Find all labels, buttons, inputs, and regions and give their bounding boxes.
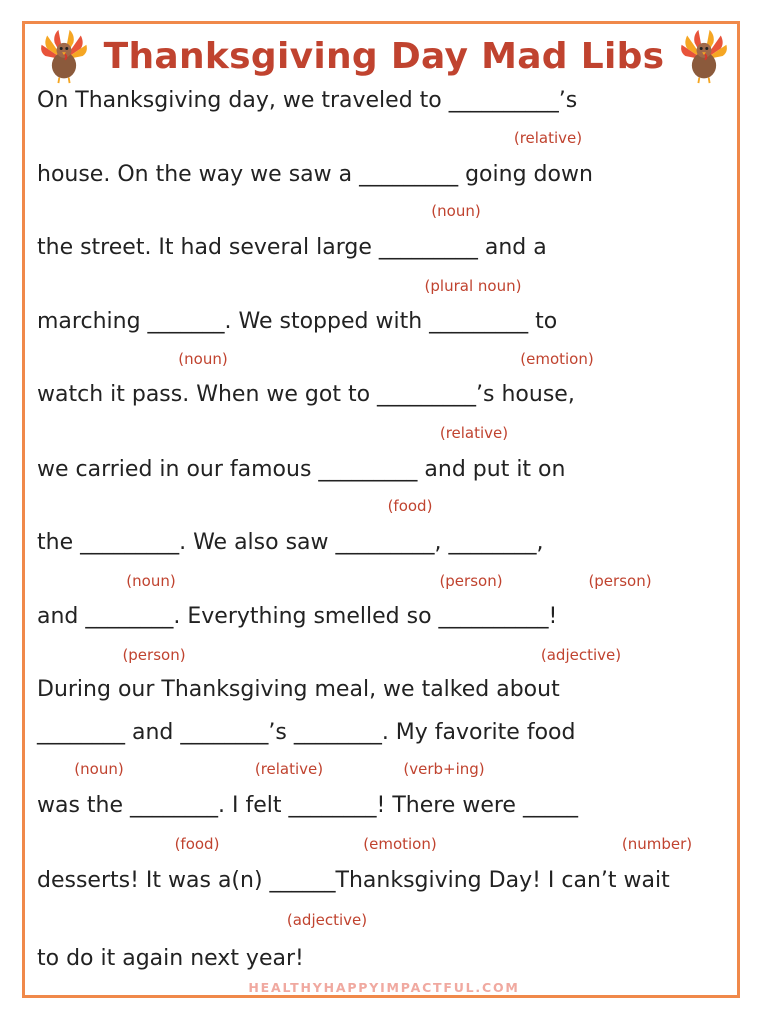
turkey-icon (676, 28, 732, 84)
hint-person: (person) (439, 572, 503, 590)
hint-emotion: (emotion) (363, 835, 437, 853)
hint-noun: (noun) (74, 760, 124, 778)
hint-number: (number) (621, 835, 693, 853)
hint-person: (person) (588, 572, 652, 590)
hint-adjective: (adjective) (540, 646, 622, 664)
hint-verb-ing: (verb+ing) (403, 760, 485, 778)
hint-relative: (relative) (439, 424, 509, 442)
hint-food: (food) (387, 497, 433, 515)
hint-person: (person) (122, 646, 186, 664)
story-line: During our Thanksgiving meal, we talked about (37, 677, 560, 702)
header (22, 26, 746, 86)
story-line: desserts! It was a(n) ______Thanksgiving Day! I can’t wait (37, 868, 670, 893)
story-line: the _________. We also saw _________, ________, (37, 530, 544, 555)
site-footer: HEALTHYHAPPYIMPACTFUL.COM (248, 980, 520, 995)
story-line: and ________. Everything smelled so __________! (37, 604, 558, 629)
hint-emotion: (emotion) (520, 350, 594, 368)
hint-relative: (relative) (513, 129, 583, 147)
story-line: ________ and ________’s ________. My favorite food (37, 720, 576, 745)
story-line: to do it again next year! (37, 946, 304, 971)
story-line: we carried in our famous _________ and put it on (37, 457, 566, 482)
hint-noun: (noun) (178, 350, 228, 368)
story-line: the street. It had several large _________ and a (37, 235, 547, 260)
story-line: On Thanksgiving day, we traveled to __________’s (37, 88, 578, 113)
story-line: was the ________. I felt ________! There were _____ (37, 793, 578, 818)
story-line: marching _______. We stopped with _________ to (37, 309, 558, 334)
hint-plural-noun: (plural noun) (424, 277, 522, 295)
story-line: house. On the way we saw a _________ going down (37, 162, 593, 187)
hint-noun: (noun) (126, 572, 176, 590)
story-line: watch it pass. When we got to _________’s house, (37, 382, 575, 407)
page-title: Thanksgiving Day Mad Libs (103, 35, 665, 77)
hint-adjective: (adjective) (286, 911, 368, 929)
hint-relative: (relative) (254, 760, 324, 778)
hint-food: (food) (174, 835, 220, 853)
turkey-icon (36, 28, 92, 84)
hint-noun: (noun) (431, 202, 481, 220)
